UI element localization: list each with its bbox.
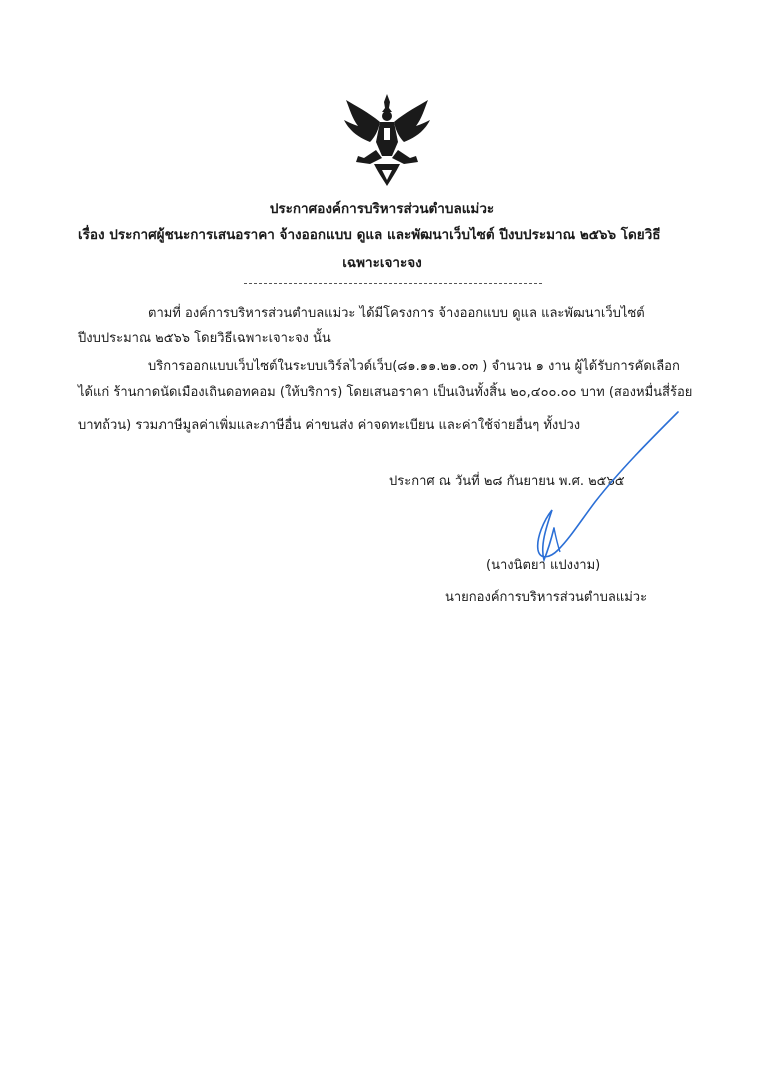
paragraph-2-line-3: บาทถ้วน) รวมภาษีมูลค่าเพิ่มและภาษีอื่น ค่าขนส่ง ค่าจดทะเบียน และค่าใช้จ่ายอื่นๆ ทั้งปวง [78, 418, 581, 433]
paragraph-2-line-2: ได้แก่ ร้านกาดนัดเมืองเถินดอทคอม (ให้บริการ) โดยเสนอราคา เป็นเงินทั้งสิ้น ๒๐,๔๐๐.๐๐ บาท (สองหมื่นสี่ร้อย [78, 385, 693, 400]
paragraph-2-line-1: บริการออกแบบเว็บไซต์ในระบบเวิร์ลไวด์เว็บ(๘๑.๑๑.๒๑.๐๓ ) จำนวน ๑ งาน ผู้ได้รับการคัดเลือก [148, 359, 680, 374]
signer-position: นายกองค์การบริหารส่วนตำบลแม่วะ [445, 590, 648, 605]
paragraph-1-line-2: ปีงบประมาณ ๒๕๖๖ โดยวิธีเฉพาะเจาะจง นั้น [78, 331, 331, 346]
signature-icon [510, 410, 680, 570]
paragraph-1-line-1: ตามที่ องค์การบริหารส่วนตำบลแม่วะ ได้มีโครงการ จ้างออกแบบ ดูแล และพัฒนาเว็บไซต์ [148, 306, 645, 321]
announcement-subject: เรื่อง ประกาศผู้ชนะการเสนอราคา จ้างออกแบบ ดูแล และพัฒนาเว็บไซต์ ปีงบประมาณ ๒๕๖๖ โดยวิธี [78, 227, 661, 243]
announcement-date: ประกาศ ณ วันที่ ๒๘ กันยายน พ.ศ. ๒๕๖๕ [389, 474, 625, 489]
garuda-emblem-icon [340, 92, 434, 188]
signer-name: (นางนิตยา แปงงาม) [486, 558, 601, 573]
announcement-subject-continued: เฉพาะเจาะจง [342, 255, 422, 271]
divider-line [244, 283, 542, 284]
announcement-title: ประกาศองค์การบริหารส่วนตำบลแม่วะ [269, 201, 495, 217]
